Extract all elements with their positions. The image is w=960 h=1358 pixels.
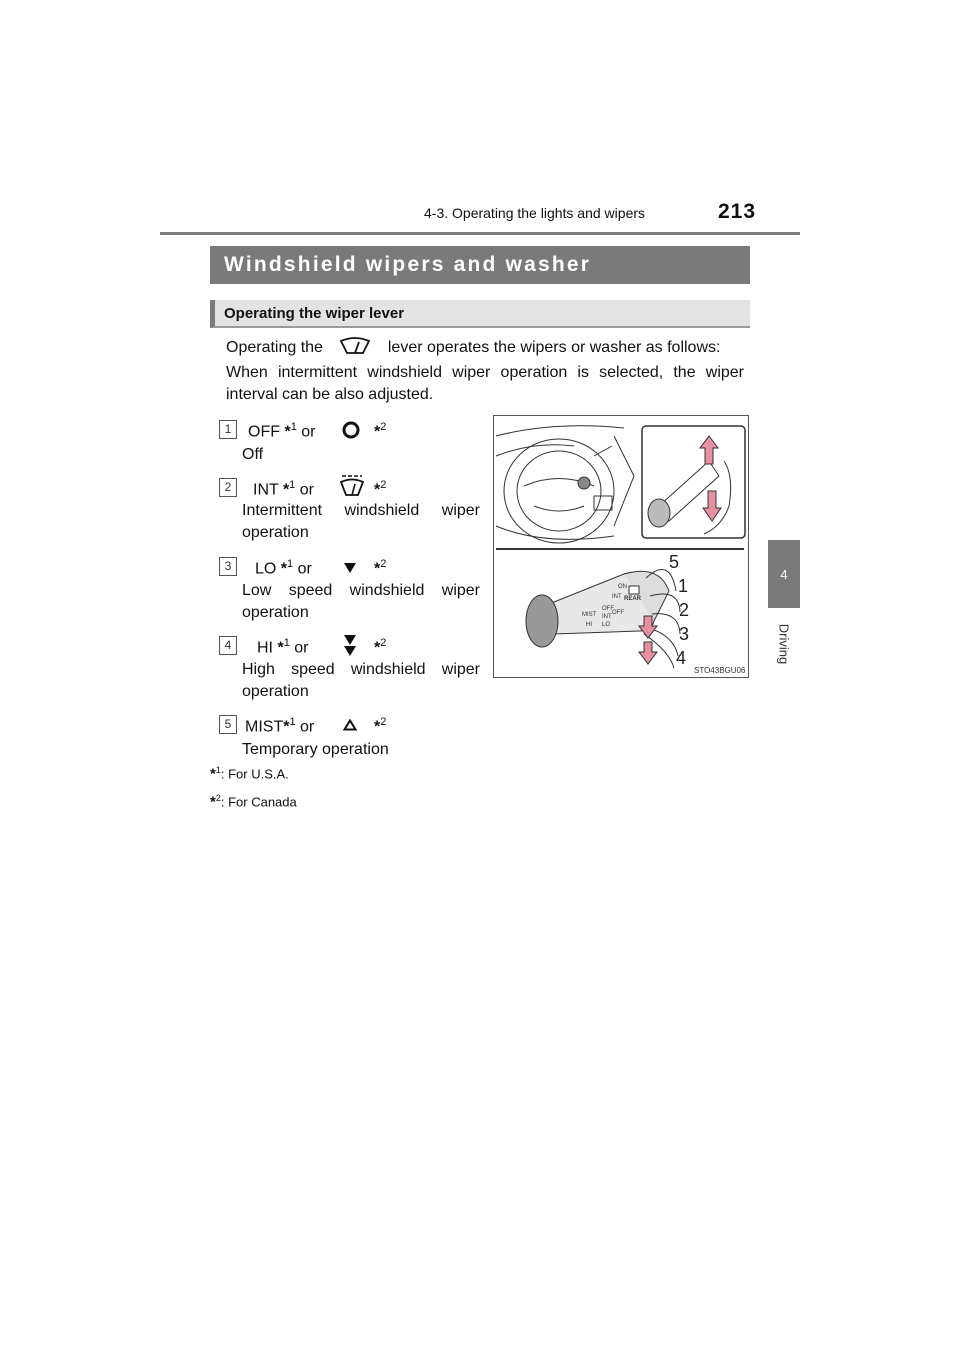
footnote-1: *$^1$: For U.S.A. [210,765,289,783]
footnote-ref: 2 [380,421,387,433]
or-text: or [300,718,315,736]
chapter-title: 4-3. Operating the lights and wipers [424,205,646,221]
item-desc-int: Intermittent windshield wiper operation [242,502,480,541]
lever-label-hi: HI [586,622,592,628]
item-footnote-2: *$^2$ [374,637,387,657]
wiper-icon [337,336,373,356]
wiper-intermittent-icon [338,474,366,503]
item-label-text: INT [253,481,279,499]
callout-4: 4 [676,648,687,668]
item-desc-lo: Low speed windshield wiper operation [242,582,480,621]
wiper-lever-illustration [493,415,749,678]
item-desc-mist: Temporary operation [242,741,389,758]
footnote-ref: 2 [380,637,387,649]
callout-2: 2 [679,600,690,620]
item-label-off [248,421,316,441]
item-desc-hi: High speed windshield wiper operation [242,661,480,700]
item-label-text: LO [255,560,277,578]
footnote-ref: 1 [289,479,296,491]
footnote-ref: 1 [289,716,296,728]
chapter-tab-number: 4 [780,566,788,582]
item-number-1: 1 [219,420,237,439]
lever-label-mist: MIST [582,612,597,618]
footnote-ref: 2 [380,479,387,491]
item-label-text: MIST [245,718,284,736]
item-number-5: 5 [219,715,237,734]
item-footnote-2: *$^2$ [374,421,387,441]
footnote-text: : For U.S.A. [220,766,289,782]
lever-label-rear-int: INT [612,594,622,600]
item-desc-off: Off [242,446,264,463]
footnote-ref: 1 [290,421,297,433]
intro-line-1 [226,336,720,359]
intro-line-2: When intermittent windshield wiper operation is selected, the wiper interval can be also adjusted. [226,364,744,403]
or-text: or [297,560,312,578]
lever-label-int: INT [602,614,612,620]
triangle-down-icon [343,561,357,579]
or-text: or [301,423,316,441]
item-label-lo [255,558,312,578]
callout-3: 3 [679,624,690,644]
item-label-hi [257,637,309,657]
lever-label-rear-on: ON [618,584,627,590]
illustration-drawing [494,416,748,677]
asterisk: * [284,423,291,441]
asterisk: * [283,718,290,736]
footnote-ref: 1 [287,558,294,570]
callout-5: 5 [669,552,680,572]
triangle-up-outline-icon [343,718,357,736]
footnote-ref: 2 [380,716,387,728]
or-text: or [294,639,309,657]
asterisk: * [280,560,288,578]
footnote-2: *$^2$: For Canada [210,793,297,811]
item-footnote-2: *$^2$ [374,558,387,578]
item-label-int [253,479,314,499]
intro-text-after: lever operates the wipers or washer as follows: [387,339,721,356]
asterisk: * [282,481,290,499]
header-rule [160,232,800,235]
intro-text-before: Operating the [226,339,323,356]
item-number-3: 3 [219,557,237,576]
item-number-2: 2 [219,478,237,497]
chapter-tab-label-text: Driving [776,623,792,665]
or-text: or [299,481,314,499]
footnote-text: : For Canada [220,794,297,810]
figure-code: STO43BGU06 [694,666,746,675]
item-footnote-2: *$^2$ [374,479,387,499]
item-footnote-2: *$^2$ [374,716,387,736]
item-number-4: 4 [219,636,237,655]
footnote-ref: 2 [380,558,387,570]
page-number: 213 [718,200,757,223]
chapter-tab-label [768,614,800,674]
item-label-mist [245,716,314,736]
callout-1: 1 [678,576,689,596]
footnote-marker: 1 [215,765,221,775]
chapter-tab [768,540,800,608]
subsection-title: Operating the wiper lever [210,300,750,328]
footnote-marker: 2 [215,793,221,803]
asterisk: * [277,639,284,657]
item-label-text: OFF [248,423,280,441]
section-title: Windshield wipers and washer [210,246,750,284]
footnote-ref: 1 [283,637,290,649]
item-label-text: HI [257,639,273,657]
lever-label-rear-off: OFF [612,610,624,616]
circle-icon [341,420,361,445]
lever-label-rear: REAR [624,596,642,602]
lever-label-off: OFF [602,606,614,612]
lever-label-lo: LO [602,622,611,628]
